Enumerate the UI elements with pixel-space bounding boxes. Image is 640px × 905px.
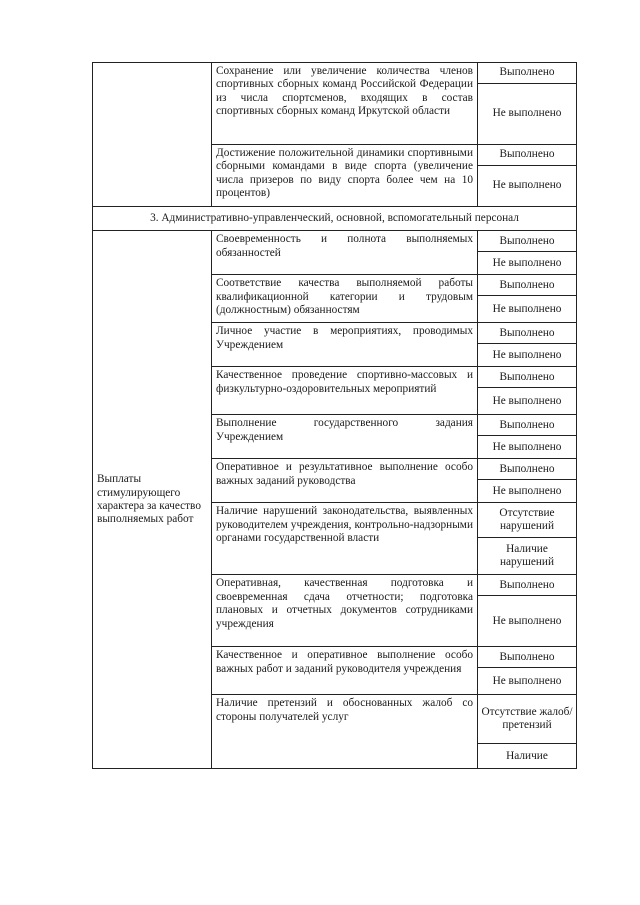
criterion-cell: Оперативная, качественная подготовка и своевременная сдача отчетности; подготовка плановых и отчетных документов сотрудниками учреждения	[212, 575, 478, 647]
criterion-cell: Оперативное и результативное выполнение особо важных заданий руководства	[212, 459, 478, 503]
result-cell: Не выполнено	[478, 596, 577, 647]
result-cell: Выполнено	[478, 275, 577, 296]
result-cell: Выполнено	[478, 63, 577, 84]
payment-type-cell: Выплаты стимулирующего характера за качество выполняемых работ	[93, 231, 212, 769]
criterion-cell: Своевременность и полнота выполняемых обязанностей	[212, 231, 478, 275]
section-header-row	[93, 207, 577, 231]
result-cell: Выполнено	[478, 367, 577, 388]
table-row	[93, 231, 577, 252]
result-cell: Не выполнено	[478, 668, 577, 695]
result-cell: Отсутствие жалоб/претензий	[478, 695, 577, 744]
criterion-cell: Соответствие качества выполняемой работы квалификационной категории и трудовым (должностным) обязанностям	[212, 275, 478, 323]
result-cell: Выполнено	[478, 647, 577, 668]
result-cell: Выполнено	[478, 459, 577, 480]
result-cell: Не выполнено	[478, 166, 577, 207]
section-header: 3. Административно-управленческий, основной, вспомогательный персонал	[93, 207, 577, 231]
result-cell: Выполнено	[478, 231, 577, 252]
result-cell: Не выполнено	[478, 296, 577, 323]
criterion-cell: Личное участие в мероприятиях, проводимых Учреждением	[212, 323, 478, 367]
criterion-cell: Качественное и оперативное выполнение особо важных работ и заданий руководителя учреждения	[212, 647, 478, 695]
empty-payment-cell	[93, 63, 212, 207]
criterion-cell: Наличие претензий и обоснованных жалоб со стороны получателей услуг	[212, 695, 478, 769]
criterion-cell: Наличие нарушений законодательства, выявленных руководителем учреждения, контрольно-надзорными органами государственной власти	[212, 503, 478, 575]
criterion-cell: Достижение положительной динамики спортивными сборными командами в виде спорта (увеличение числа призеров по виду спорта более чем на 10 процентов)	[212, 145, 478, 207]
result-cell: Выполнено	[478, 415, 577, 436]
result-cell: Не выполнено	[478, 252, 577, 275]
result-cell: Не выполнено	[478, 436, 577, 459]
criteria-table	[92, 62, 577, 769]
criterion-cell: Выполнение государственного задания Учреждением	[212, 415, 478, 459]
table-row	[93, 63, 577, 84]
result-cell: Не выполнено	[478, 84, 577, 145]
result-cell: Выполнено	[478, 145, 577, 166]
result-cell: Отсутствие нарушений	[478, 503, 577, 538]
result-cell: Выполнено	[478, 323, 577, 344]
criterion-cell: Качественное проведение спортивно-массовых и физкультурно-оздоровительных мероприятий	[212, 367, 478, 415]
criterion-cell: Сохранение или увеличение количества членов спортивных сборных команд Российской Федерации из числа спортсменов, входящих в состав спортивных сборных команд Иркутской области	[212, 63, 478, 145]
result-cell: Выполнено	[478, 575, 577, 596]
result-cell: Наличие нарушений	[478, 538, 577, 575]
result-cell: Не выполнено	[478, 388, 577, 415]
result-cell: Не выполнено	[478, 344, 577, 367]
result-cell: Наличие	[478, 744, 577, 769]
document-page	[92, 62, 575, 769]
result-cell: Не выполнено	[478, 480, 577, 503]
